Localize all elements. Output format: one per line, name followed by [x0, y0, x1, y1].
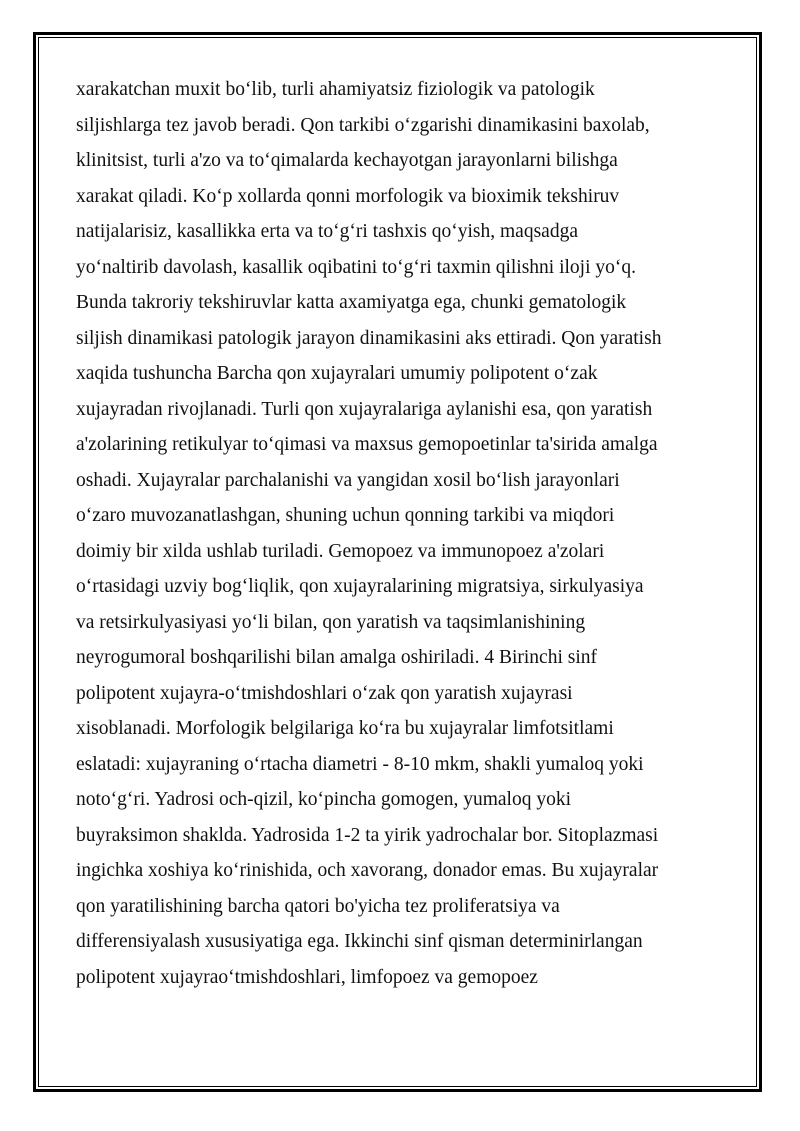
text-line: o‘zaro muvozanatlashgan, shuning uchun qonning tarkibi va miqdori	[76, 505, 615, 526]
text-line: qon yaratilishining barcha qatori bo'yicha tez proliferatsiya va	[76, 895, 560, 917]
text-line: doimiy bir xilda ushlab turiladi. Gemopoez va immunopoez a'zolari	[76, 540, 605, 562]
text-line: xujayradan rivojlanadi. Turli qon xujayralariga aylanishi esa, qon yaratish	[76, 398, 653, 420]
text-line: siljish dinamikasi patologik jarayon dinamikasini aks ettiradi. Qon yaratish	[76, 327, 662, 349]
text-line: xarakat qiladi. Ko‘p xollarda qonni morfologik va bioximik tekshiruv	[76, 185, 620, 207]
text-line: xisoblanadi. Morfologik belgilariga ko‘ra bu xujayralar limfotsitlami	[76, 718, 614, 739]
text-line: yo‘naltirib davolash, kasallik oqibatini to‘g‘ri taxmin qilishni iloji yo‘q.	[76, 256, 637, 278]
text-line: siljishlarga tez javob beradi. Qon tarkibi o‘zgarishi dinamikasini baxolab,	[76, 114, 650, 136]
text-line: xarakatchan muxit bo‘lib, turli ahamiyatsiz fiziologik va patologik	[76, 79, 595, 100]
text-line: polipotent xujayrao‘tmishdoshlari, limfopoez va gemopoez	[76, 966, 538, 988]
text-line: eslatadi: xujayraning o‘rtacha diametri - 8-10 mkm, shakli yumaloq yoki	[76, 753, 644, 775]
text-line: ingichka xoshiya ko‘rinishida, och xavorang, donador emas. Bu xujayralar	[76, 860, 659, 881]
text-line: natijalarisiz, kasallikka erta va to‘g‘ri tashxis qo‘yish, maqsadga	[76, 221, 578, 242]
text-line: va retsirkulyasiyasi yo‘li bilan, qon yaratish va taqsimlanishining	[76, 611, 586, 633]
text-line: klinitsist, turli a'zo va to‘qimalarda kechayotgan jarayonlarni bilishga	[76, 150, 618, 171]
text-line: o‘rtasidagi uzviy bog‘liqlik, qon xujayralarining migratsiya, sirkulyasiya	[76, 576, 644, 597]
text-line: noto‘g‘ri. Yadrosi och-qizil, ko‘pincha gomogen, yumaloq yoki	[76, 789, 572, 810]
text-line: polipotent xujayra-o‘tmishdoshlari o‘zak qon yaratish xujayrasi	[76, 682, 573, 704]
text-line: neyrogumoral boshqarilishi bilan amalga oshiriladi. 4 Birinchi sinf	[76, 647, 597, 668]
text-line: a'zolarining retikulyar to‘qimasi va maxsus gemopoetinlar ta'sirida amalga	[76, 434, 658, 455]
text-line: xaqida tushuncha Barcha qon xujayralari umumiy polipotent o‘zak	[76, 363, 598, 384]
text-line: differensiyalash xususiyatiga ega. Ikkinchi sinf qisman determinirlangan	[76, 931, 643, 952]
text-line: Bunda takroriy tekshiruvlar katta axamiyatga ega, chunki gematologik	[76, 292, 627, 313]
text-line: oshadi. Xujayralar parchalanishi va yangidan xosil bo‘lish jarayonlari	[76, 469, 620, 491]
document-body-text	[76, 72, 736, 995]
text-line: buyraksimon shaklda. Yadrosida 1-2 ta yirik yadrochalar bor. Sitoplazmasi	[76, 824, 659, 846]
